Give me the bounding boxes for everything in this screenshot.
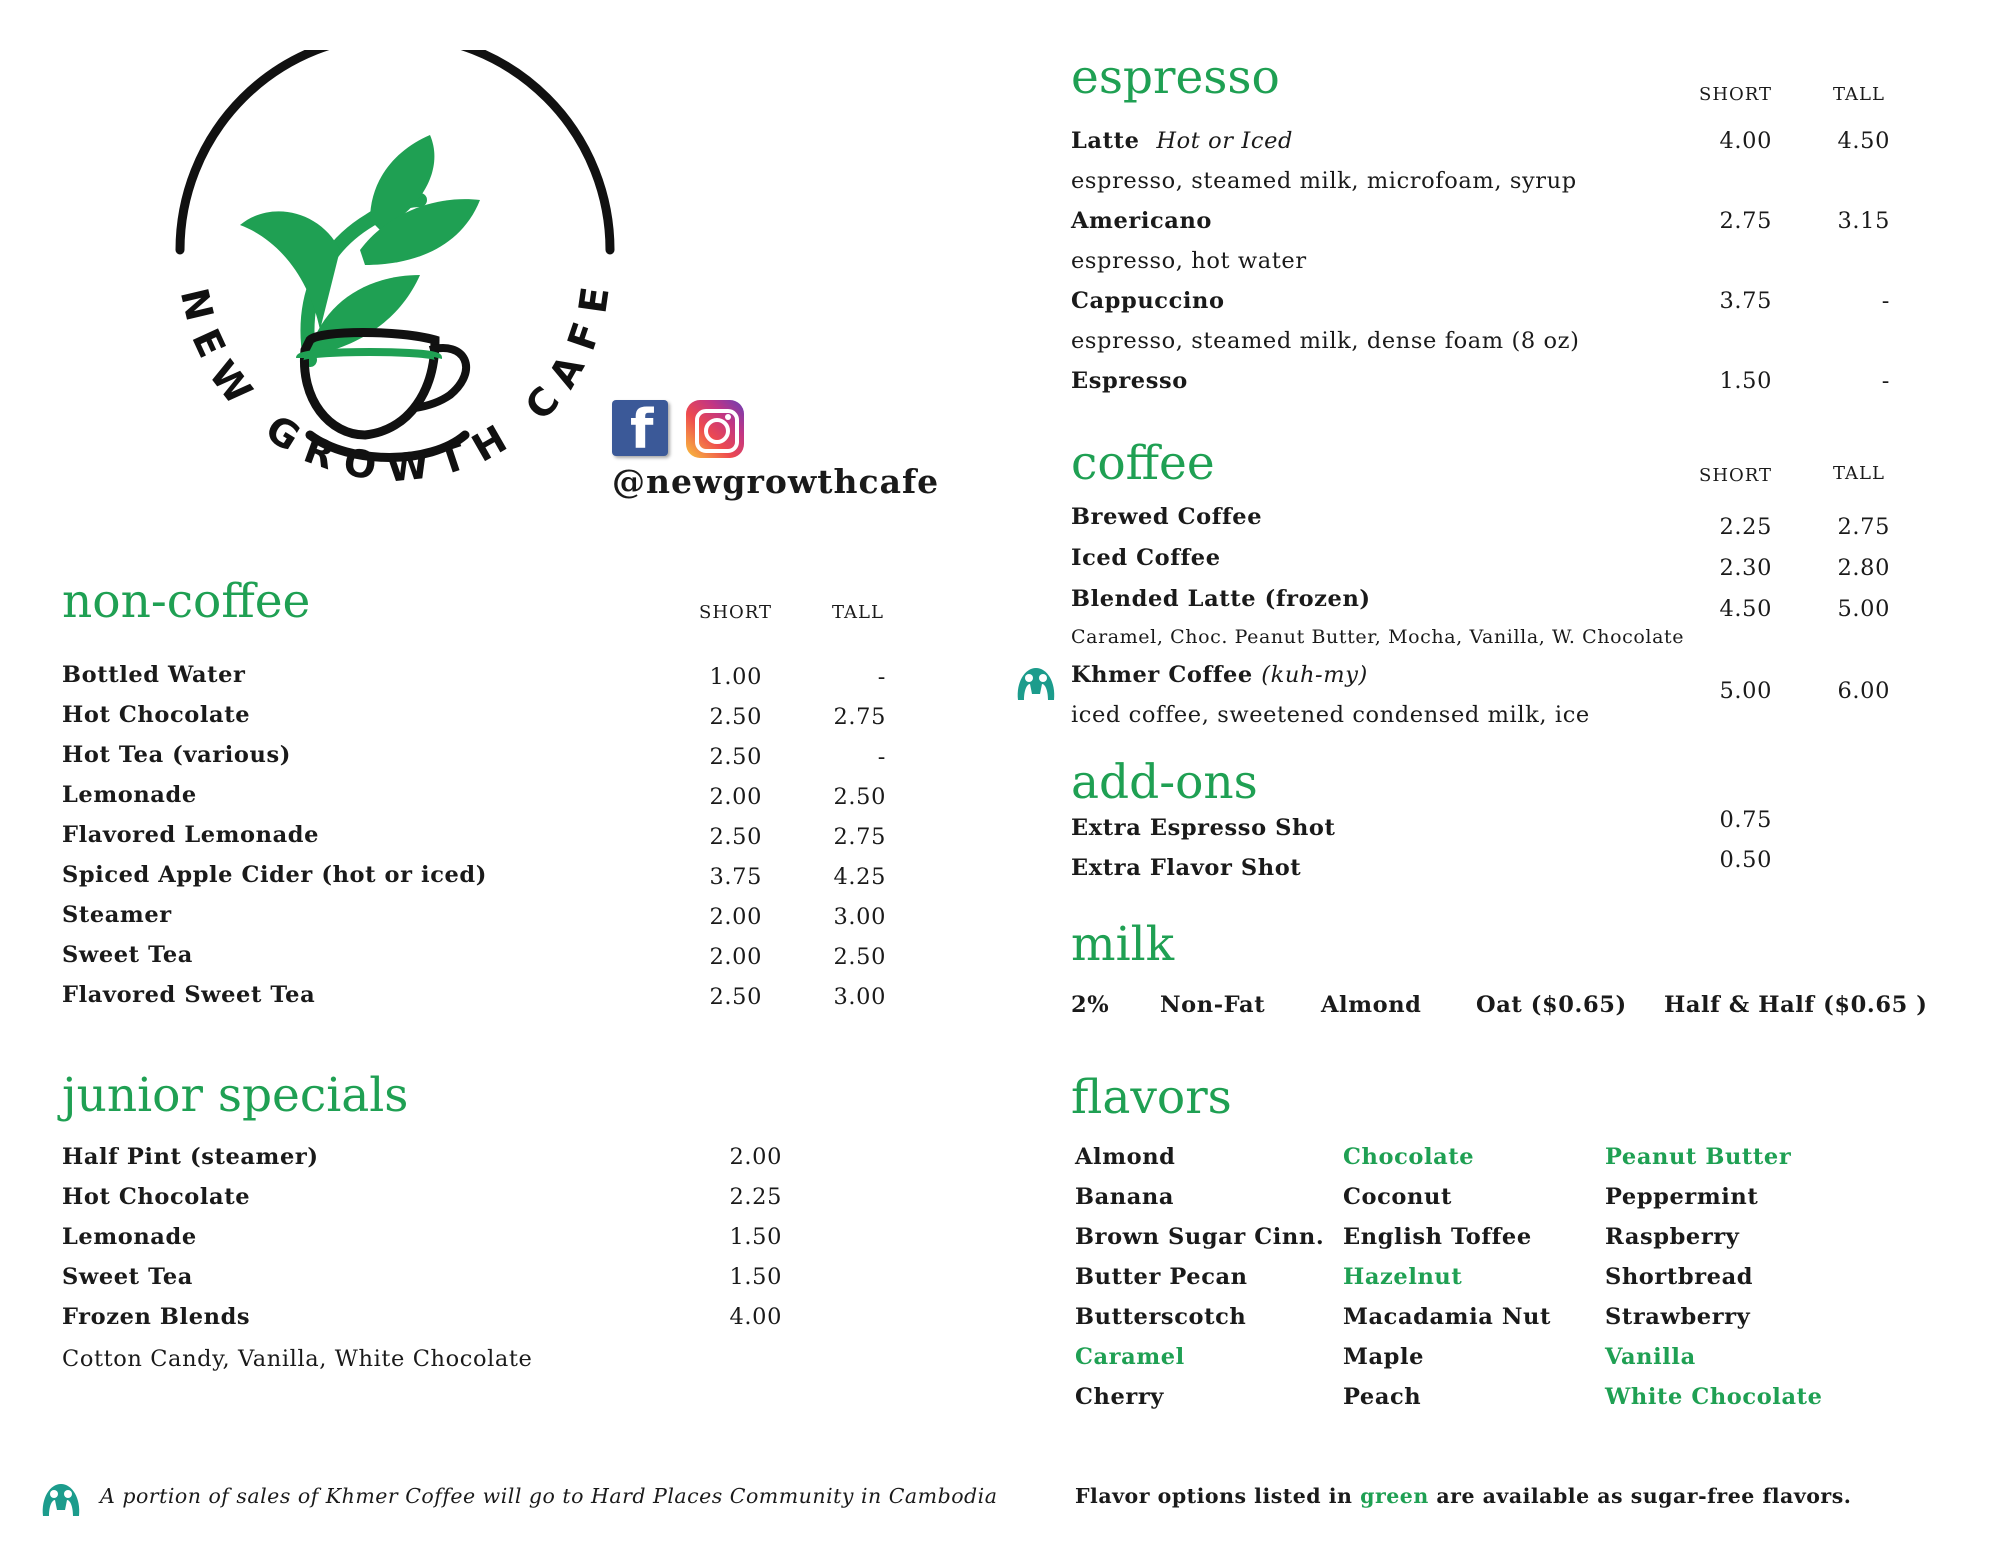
price-tall: - bbox=[1881, 288, 1890, 314]
item-desc: iced coffee, sweetened condensed milk, ice bbox=[1071, 702, 1590, 728]
flavor-item: Peach bbox=[1343, 1384, 1422, 1410]
price-tall: 4.25 bbox=[833, 864, 886, 890]
price: 2.00 bbox=[729, 1144, 782, 1170]
flavor-item: Chocolate bbox=[1343, 1144, 1475, 1170]
flavor-item: Peanut Butter bbox=[1605, 1144, 1792, 1170]
price: 4.00 bbox=[729, 1304, 782, 1330]
footer-note-green: green bbox=[1360, 1484, 1429, 1508]
flavor-item: Peppermint bbox=[1605, 1184, 1759, 1210]
flavor-item: Butterscotch bbox=[1075, 1304, 1247, 1330]
price-short: 2.00 bbox=[709, 904, 762, 930]
non-coffee-title: non-coffee bbox=[62, 574, 311, 629]
flavor-item: Banana bbox=[1075, 1184, 1175, 1210]
coffee-short-header: SHORT bbox=[1699, 465, 1773, 486]
price-short: 2.25 bbox=[1719, 514, 1772, 540]
menu-item-name: Steamer bbox=[62, 902, 172, 928]
price-tall: 2.50 bbox=[833, 784, 886, 810]
svg-text:NEW GROWTH CAFE bbox=[172, 270, 620, 490]
facebook-icon[interactable]: f bbox=[612, 400, 668, 456]
price-tall: 3.00 bbox=[833, 984, 886, 1010]
price: 1.50 bbox=[729, 1264, 782, 1290]
footer-note-pre: Flavor options listed in bbox=[1075, 1484, 1361, 1508]
price-tall: 5.00 bbox=[1837, 596, 1890, 622]
price-tall: - bbox=[877, 664, 886, 690]
price-tall: 3.15 bbox=[1837, 208, 1890, 234]
price: 1.50 bbox=[729, 1224, 782, 1250]
item-name: Espresso bbox=[1071, 368, 1188, 394]
price-tall: 2.50 bbox=[833, 944, 886, 970]
item-desc: espresso, hot water bbox=[1071, 248, 1307, 274]
footer-sugar-free-note bbox=[1075, 1484, 1851, 1508]
flavor-item: Almond bbox=[1075, 1144, 1176, 1170]
community-icon bbox=[1015, 664, 1057, 704]
footer-note-post: are available as sugar-free flavors. bbox=[1428, 1484, 1852, 1508]
price-short: 4.50 bbox=[1719, 596, 1772, 622]
menu-item-name: Sweet Tea bbox=[62, 942, 193, 968]
price-short: 1.00 bbox=[709, 664, 762, 690]
flavor-item: Shortbread bbox=[1605, 1264, 1754, 1290]
price-tall: 4.50 bbox=[1837, 128, 1890, 154]
menu-item-name: Flavored Lemonade bbox=[62, 822, 320, 848]
flavor-item: Strawberry bbox=[1605, 1304, 1751, 1330]
price-short: 2.00 bbox=[709, 944, 762, 970]
footer-charity-note: A portion of sales of Khmer Coffee will go to Hard Places Community in Cambodia bbox=[100, 1484, 998, 1508]
flavor-item: Hazelnut bbox=[1343, 1264, 1463, 1290]
espresso-tall-header: TALL bbox=[1833, 84, 1885, 105]
milk-title: milk bbox=[1071, 917, 1175, 972]
junior-specials-title: junior specials bbox=[62, 1068, 409, 1123]
milk-option: Non-Fat bbox=[1160, 992, 1266, 1018]
item-name: Blended Latte (frozen) bbox=[1071, 586, 1371, 612]
menu-item-name: Sweet Tea bbox=[62, 1264, 193, 1290]
milk-option: Half & Half ($0.65 ) bbox=[1664, 992, 1928, 1018]
flavor-item: Macadamia Nut bbox=[1343, 1304, 1551, 1330]
flavor-item: Caramel bbox=[1075, 1344, 1185, 1370]
menu-item-name: Bottled Water bbox=[62, 662, 246, 688]
item-desc: Caramel, Choc. Peanut Butter, Mocha, Vanilla, W. Chocolate bbox=[1071, 626, 1685, 648]
junior-note: Cotton Candy, Vanilla, White Chocolate bbox=[62, 1346, 533, 1372]
flavor-item: Vanilla bbox=[1605, 1344, 1696, 1370]
item-name: Americano bbox=[1071, 208, 1213, 234]
item-sub: Hot or Iced bbox=[1156, 128, 1294, 154]
price-short: 2.30 bbox=[1719, 555, 1772, 581]
price: 0.75 bbox=[1719, 807, 1772, 833]
price-short: 5.00 bbox=[1719, 678, 1772, 704]
coffee-title: coffee bbox=[1071, 436, 1215, 491]
item-desc: espresso, steamed milk, dense foam (8 oz) bbox=[1071, 328, 1580, 354]
item-name: Brewed Coffee bbox=[1071, 504, 1263, 530]
menu-item bbox=[1071, 662, 1368, 688]
price-short: 2.50 bbox=[709, 704, 762, 730]
menu-item-name: Hot Tea (various) bbox=[62, 742, 291, 768]
price-short: 3.75 bbox=[1719, 288, 1772, 314]
flavor-item: English Toffee bbox=[1343, 1224, 1532, 1250]
item-sub: (kuh-my) bbox=[1261, 662, 1368, 688]
price-tall: - bbox=[1881, 368, 1890, 394]
menu-item-name: Extra Espresso Shot bbox=[1071, 815, 1336, 841]
flavor-item: Maple bbox=[1343, 1344, 1425, 1370]
price: 2.25 bbox=[729, 1184, 782, 1210]
price-tall: 2.75 bbox=[1837, 514, 1890, 540]
menu-item-name: Flavored Sweet Tea bbox=[62, 982, 316, 1008]
non-coffee-tall-header: TALL bbox=[832, 602, 884, 623]
price-short: 2.00 bbox=[709, 784, 762, 810]
item-name: Cappuccino bbox=[1071, 288, 1225, 314]
price-tall: - bbox=[877, 744, 886, 770]
flavor-item: Coconut bbox=[1343, 1184, 1452, 1210]
menu-item bbox=[1071, 128, 1293, 154]
price-short: 1.50 bbox=[1719, 368, 1772, 394]
price-tall: 2.80 bbox=[1837, 555, 1890, 581]
logo-text: NEW GROWTH CAFE bbox=[171, 270, 620, 491]
price-short: 2.50 bbox=[709, 744, 762, 770]
item-name: Khmer Coffee bbox=[1071, 662, 1253, 688]
price-short: 2.50 bbox=[709, 824, 762, 850]
milk-option: Almond bbox=[1321, 992, 1422, 1018]
menu-item-name: Hot Chocolate bbox=[62, 1184, 251, 1210]
flavor-item: Butter Pecan bbox=[1075, 1264, 1248, 1290]
flavor-item: White Chocolate bbox=[1605, 1384, 1823, 1410]
coffee-tall-header: TALL bbox=[1833, 463, 1885, 484]
menu-item-name: Half Pint (steamer) bbox=[62, 1144, 319, 1170]
price-tall: 3.00 bbox=[833, 904, 886, 930]
community-icon bbox=[40, 1480, 82, 1520]
item-desc: espresso, steamed milk, microfoam, syrup bbox=[1071, 168, 1577, 194]
flavors-title: flavors bbox=[1071, 1070, 1232, 1125]
non-coffee-short-header: SHORT bbox=[699, 602, 773, 623]
price: 0.50 bbox=[1719, 847, 1772, 873]
espresso-title: espresso bbox=[1071, 50, 1280, 105]
price-tall: 2.75 bbox=[833, 824, 886, 850]
flavor-item: Raspberry bbox=[1605, 1224, 1740, 1250]
menu-item-name: Spiced Apple Cider (hot or iced) bbox=[62, 862, 487, 888]
menu-item-name: Hot Chocolate bbox=[62, 702, 251, 728]
item-name: Iced Coffee bbox=[1071, 545, 1221, 571]
instagram-icon[interactable] bbox=[686, 400, 744, 458]
cafe-logo bbox=[160, 50, 630, 520]
menu-item-name: Extra Flavor Shot bbox=[1071, 855, 1302, 881]
logo-ring-text bbox=[160, 50, 630, 520]
milk-option: 2% bbox=[1071, 992, 1110, 1018]
price-short: 3.75 bbox=[709, 864, 762, 890]
menu-item-name: Lemonade bbox=[62, 782, 197, 808]
flavor-item: Cherry bbox=[1075, 1384, 1164, 1410]
milk-option: Oat ($0.65) bbox=[1476, 992, 1627, 1018]
price-tall: 2.75 bbox=[833, 704, 886, 730]
menu-item-name: Frozen Blends bbox=[62, 1304, 251, 1330]
price-short: 4.00 bbox=[1719, 128, 1772, 154]
social-handle[interactable]: @newgrowthcafe bbox=[612, 462, 940, 501]
price-tall: 6.00 bbox=[1837, 678, 1890, 704]
menu-item-name: Lemonade bbox=[62, 1224, 197, 1250]
price-short: 2.50 bbox=[709, 984, 762, 1010]
espresso-short-header: SHORT bbox=[1699, 84, 1773, 105]
flavor-item: Brown Sugar Cinn. bbox=[1075, 1224, 1325, 1250]
item-name: Latte bbox=[1071, 128, 1140, 154]
add-ons-title: add-ons bbox=[1071, 755, 1258, 810]
price-short: 2.75 bbox=[1719, 208, 1772, 234]
